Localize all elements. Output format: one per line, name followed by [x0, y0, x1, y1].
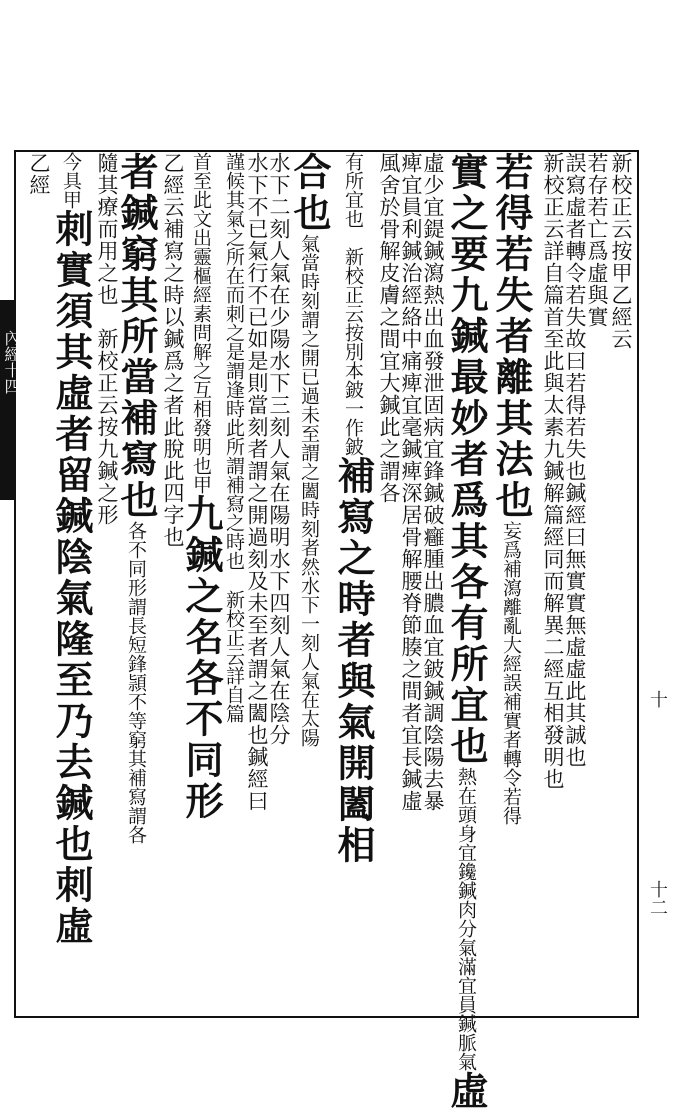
- text-column-11: [287, 152, 332, 1012]
- main-text: 若得若失者離其法也: [489, 152, 534, 521]
- text-column-15: [179, 152, 224, 1012]
- text-column-18: 隨其療而用之也 新校正云按九鍼之形: [95, 152, 119, 526]
- text-column-12: 水下二刻人氣在少陽水下三刻人氣在陽明水下四刻人氣在陰分: [267, 152, 291, 746]
- text-column-19: [49, 152, 94, 1012]
- edge-mark-1: 十: [647, 690, 668, 708]
- text-column-14: [224, 152, 243, 1012]
- text-column-7: 虛少宜鍉鍼瀉熱出血發泄固病宜鋒鍼破癰腫出膿血宜鈹鍼調陰陽去暴: [421, 152, 445, 812]
- text-column-5: [489, 152, 534, 1012]
- main-text: 虛: [444, 1071, 489, 1112]
- main-text: 補寫之時者與氣開闔相: [331, 456, 376, 866]
- text-column-3: 誤寫虛者轉令若失故曰若得若失也鍼經曰無實實無虛虛此其誠也: [563, 152, 587, 768]
- margin-label: 內經十四: [2, 330, 21, 394]
- main-text: 刺實須其虛者留鍼陰氣隆至乃去鍼也刺虛: [49, 209, 94, 947]
- main-text: 者鍼窮其所當補寫也: [114, 152, 159, 521]
- text-column-9: 風舍於骨解皮膚之間宜大鍼此之謂各: [377, 152, 401, 504]
- main-text: 合也: [287, 152, 332, 234]
- commentary-text: 熱在頭身宜鑱鍼肉分氣滿宜員鍼脈氣: [455, 767, 477, 1071]
- commentary-text: 首至此文出靈樞經素問解之互相發明也甲: [190, 152, 212, 494]
- text-block: [22, 152, 633, 1112]
- text-column-20: 乙經: [27, 152, 51, 196]
- text-column-8: 痺宜員利鍼治經絡中痛痺宜毫鍼痺深居骨解腰脊節腠之間者宜長鍼虛: [399, 152, 423, 812]
- commentary-text: 各不同形謂長短鋒頴不等窮其補寫謂各: [125, 521, 147, 844]
- commentary-text: 謹候其氣之所在而刺之是謂逢時此所謂補寫之時也: [223, 152, 245, 570]
- text-column-6: [444, 152, 489, 1112]
- commentary-text: 有所宜也 新校正云按別本鈹一作鈹: [342, 152, 364, 456]
- text-column-13: 水下不已氣行不已如是則當刻者謂之開過刻及未至者謂之闔也鍼經曰: [245, 152, 269, 812]
- text-column-16: 乙經云補寫之時以鍼爲之者此脫此四字也: [161, 152, 185, 548]
- commentary-text: 今具甲: [60, 152, 82, 209]
- text-column-10: [331, 152, 376, 1012]
- edge-mark-2: 十二: [647, 880, 668, 916]
- commentary-text: 妄爲補瀉離亂大經誤補實者轉令若得: [500, 521, 522, 825]
- text-column-4: 新校正云詳自篇首至此與太素九鍼解篇經同而解異二經互相發明也: [541, 152, 565, 790]
- text-column-2: 若存若亡爲虛與實: [585, 152, 609, 328]
- main-text: 實之要九鍼最妙者爲其各有所宜也: [444, 152, 489, 767]
- text-column-1: 新校正云按甲乙經云: [609, 152, 633, 350]
- text-column-17: [114, 152, 159, 1012]
- commentary-text: 新校正云詳自篇: [223, 590, 245, 723]
- main-text: 九鍼之名各不同形: [179, 494, 224, 822]
- commentary-text: 氣當時刻謂之開已過未至謂之闔時刻者然水下一刻人氣在太陽: [298, 234, 320, 747]
